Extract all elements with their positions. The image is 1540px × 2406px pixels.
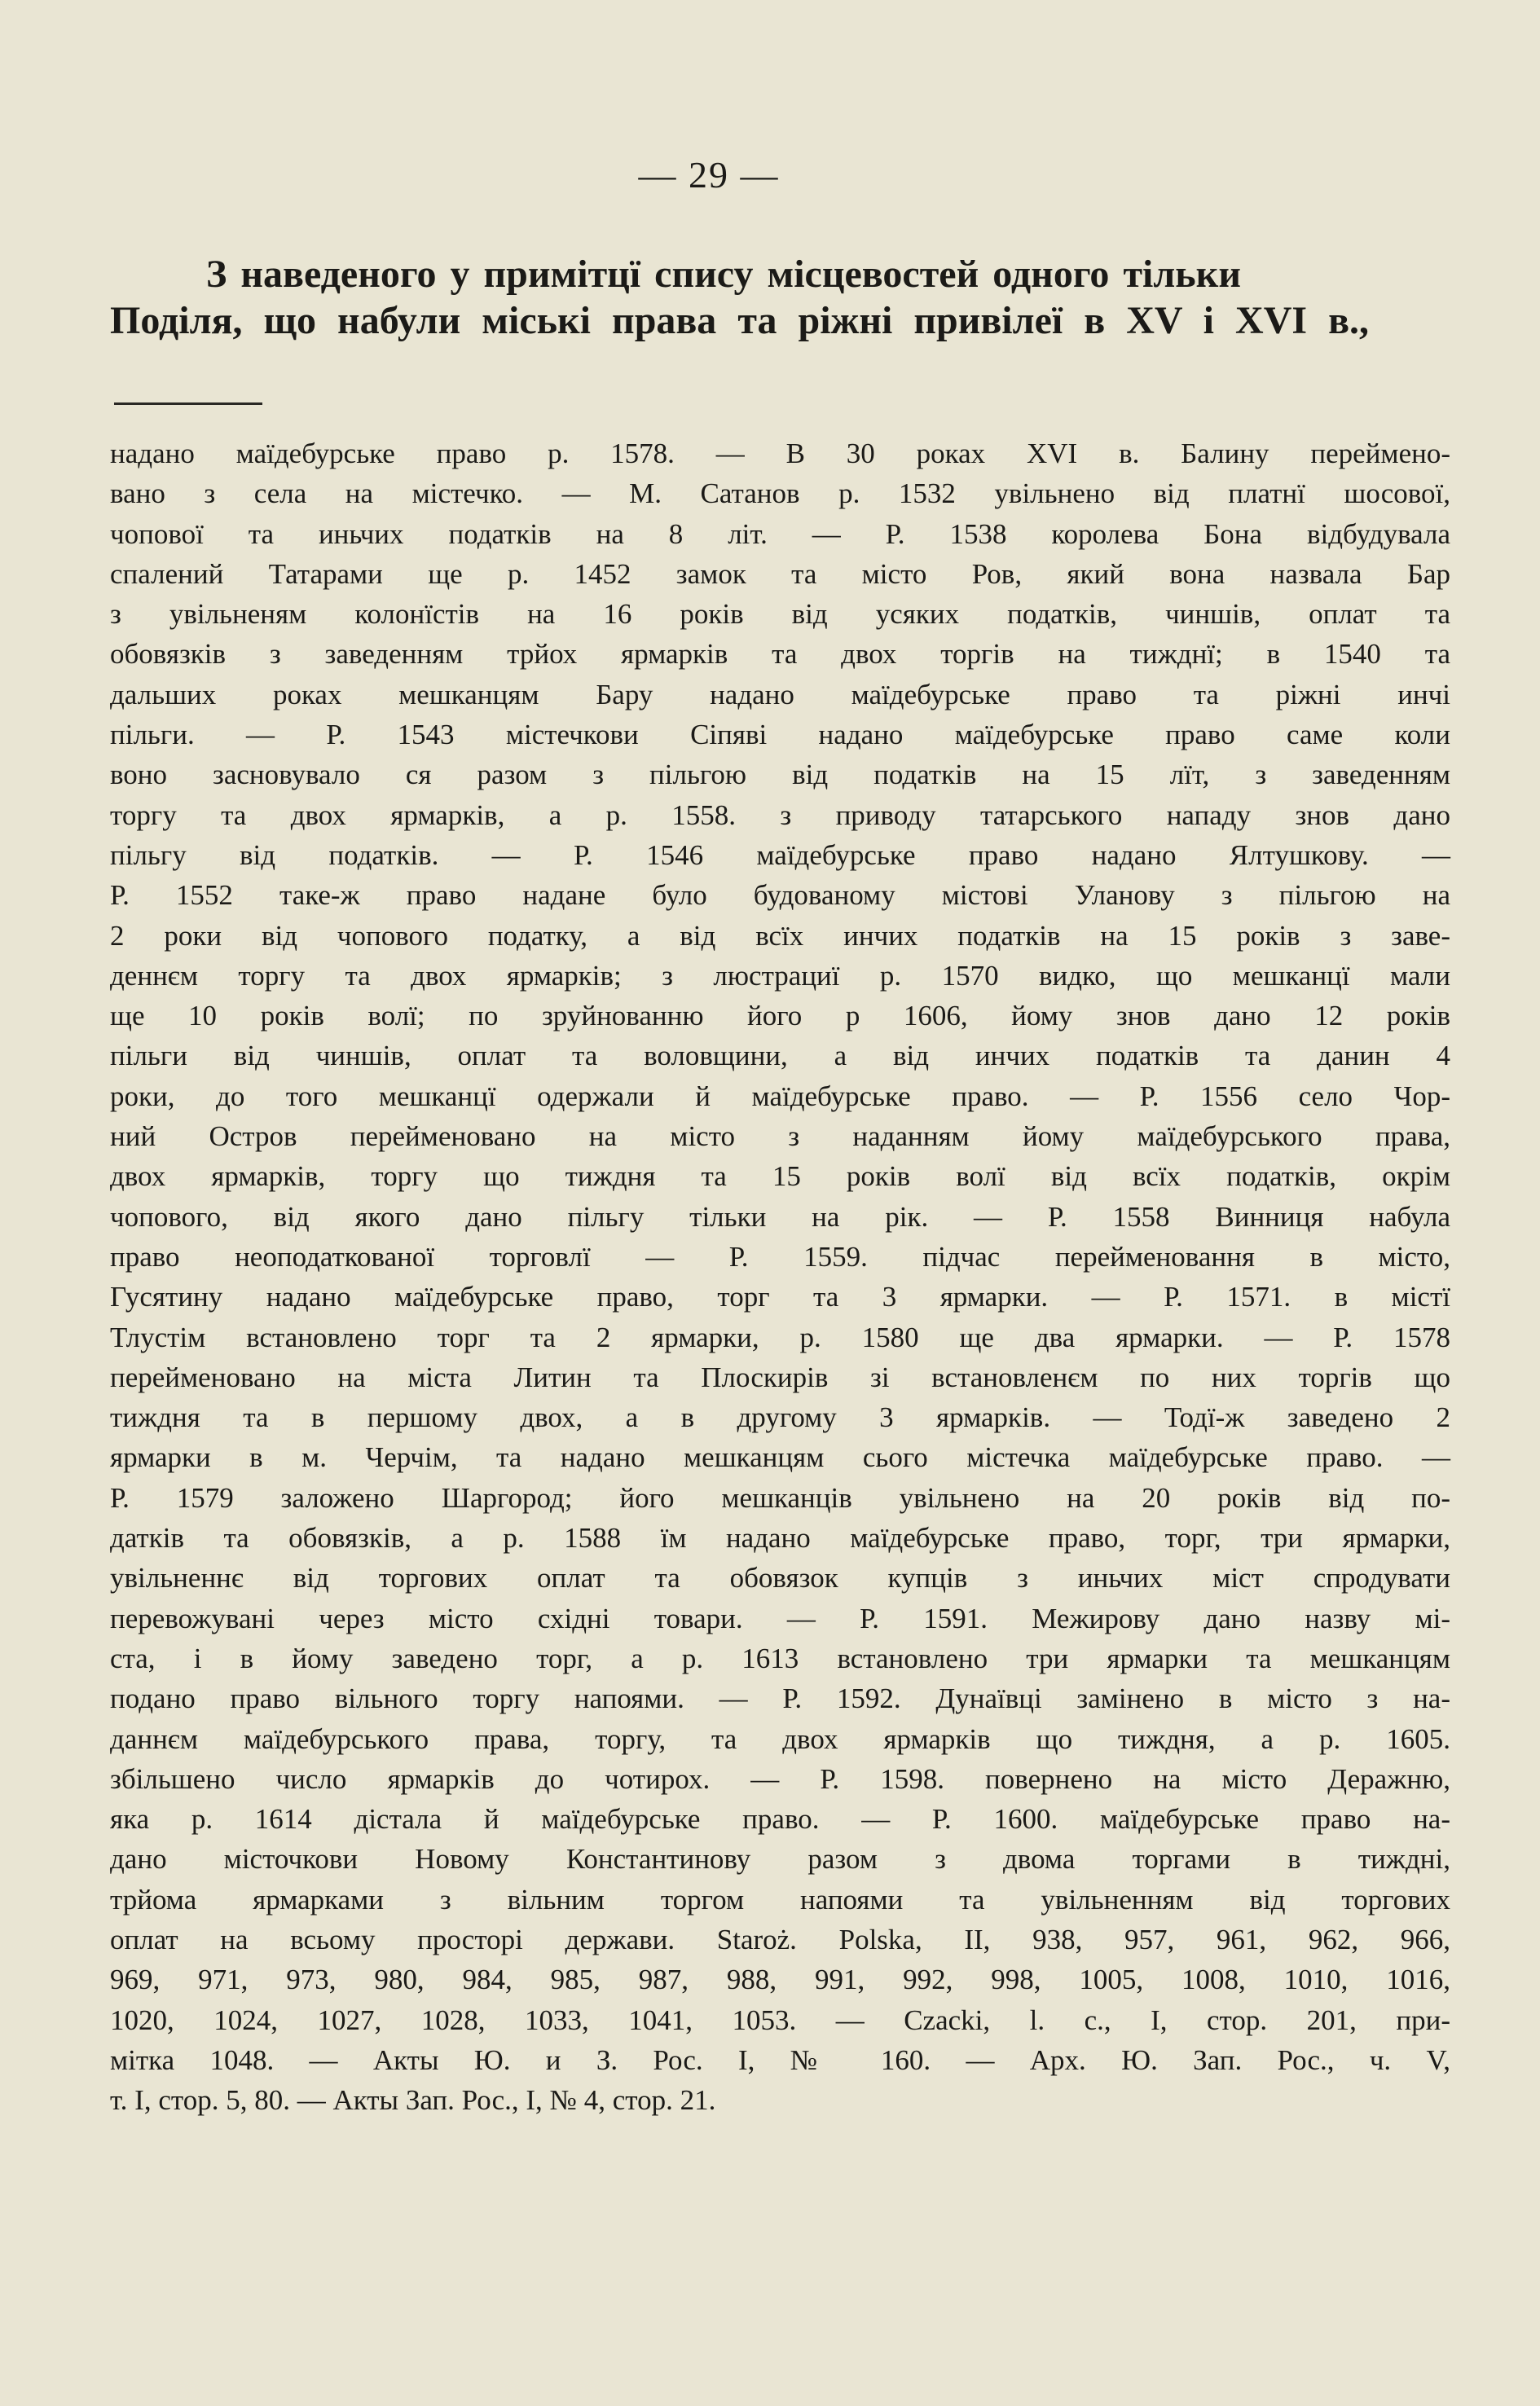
footnote-line: 1020, 1024, 1027, 1028, 1033, 1041, 1053. — Czacki, l. c., I, стор. 201, при- — [110, 2004, 1450, 2036]
footnote-line: обовязків з заведенням трйох ярмарків та двох торгів на тижднї; в 1540 та — [110, 638, 1450, 671]
footnote-line: вано з села на містечко. — М. Сатанов р. 1532 увільнено від платнї шосової, — [110, 477, 1450, 510]
footnote-line: деннєм торгу та двох ярмарків; з люстрациї р. 1570 видко, що мешканцї мали — [110, 959, 1450, 992]
footnote-line: трйома ярмарками з вільним торгом напоями та увільненням від торгових — [110, 1883, 1450, 1916]
footnote-line: пільгу від податків. — Р. 1546 маїдебурське право надано Ялтушкову. — — [110, 838, 1450, 871]
page-number: — 29 — — [638, 154, 780, 196]
footnote-line: двох ярмарків, торгу що тиждня та 15 років волї від всїх податків, окрім — [110, 1160, 1450, 1193]
footnote-line: торгу та двох ярмарків, а р. 1558. з приводу татарського нападу знов дано — [110, 798, 1450, 831]
footnote-line: Р. 1579 заложено Шаргород; його мешканців увільнено на 20 років від по- — [110, 1481, 1450, 1514]
footnote-line: Тлустім встановлено торг та 2 ярмарки, р. 1580 ще два ярмарки. — Р. 1578 — [110, 1321, 1450, 1353]
footnote-line: перевожувані через місто східні товари. — Р. 1591. Межирову дано назву мі- — [110, 1602, 1450, 1634]
footnote-line: ста, і в йому заведено торг, а р. 1613 встановлено три ярмарки та мешканцям — [110, 1642, 1450, 1674]
footnote-line: яка р. 1614 дістала й маїдебурське право. — Р. 1600. маїдебурське право на- — [110, 1803, 1450, 1836]
footnote-line: т. I, стор. 5, 80. — Акты Зап. Рос., I, № 4, стор. 21. — [110, 2084, 716, 2117]
footnote-line: перейменовано на міста Литин та Плоскирів зі встановленєм по них торгів що — [110, 1361, 1450, 1393]
footnote-line: мітка 1048. — Акты Ю. и З. Рос. I, № 160. — Арх. Ю. Зап. Рос., ч. V, — [110, 2043, 1450, 2076]
footnote-line: оплат на всьому просторі держави. Staroż. Polska, II, 938, 957, 961, 962, 966, — [110, 1923, 1450, 1955]
footnote-line: ярмарки в м. Черчім, та надано мешканцям сього містечка маїдебурське право. — — [110, 1441, 1450, 1474]
footnote-line: роки, до того мешканцї одержали й маїдебурське право. — Р. 1556 село Чор- — [110, 1080, 1450, 1112]
footnote-line: датків та обовязків, а р. 1588 їм надано маїдебурське право, торг, три ярмарки, — [110, 1522, 1450, 1555]
footnote-line: Р. 1552 таке-ж право надане було будованому містові Уланову з пільгою на — [110, 879, 1450, 912]
footnote-line: Гусятину надано маїдебурське право, торг та 3 ярмарки. — Р. 1571. в містї — [110, 1281, 1450, 1313]
heading-line: Поділя, що набули міські права та ріжні привілеї в XV і XVI в., — [110, 299, 1369, 342]
footnote-line: надано маїдебурське право р. 1578. — В 30 роках XVI в. Балину перейменo- — [110, 438, 1450, 469]
footnote-line: тиждня та в першому двох, а в другому 3 ярмарків. — Тодї-ж заведено 2 — [110, 1401, 1450, 1434]
footnote-line: збільшено число ярмарків до чотирох. — Р. 1598. повернено на місто Деражню, — [110, 1762, 1450, 1795]
footnote-line: увільненнє від торгових оплат та обовязок купців з иньчих міст спродувати — [110, 1562, 1450, 1594]
footnote-line: чопового, від якого дано пільгу тільки на рік. — Р. 1558 Винниця набула — [110, 1200, 1450, 1233]
footnote-line: право неоподаткованої торговлї — Р. 1559. підчас перейменовання в місто, — [110, 1240, 1450, 1273]
footnote-line: дано місточкови Новому Константинову разом з двома торгами в тиждні, — [110, 1843, 1450, 1876]
heading-paragraph — [110, 251, 1369, 344]
footnote-line: ще 10 років волї; по зруйнованню його р 1606, йому знов дано 12 років — [110, 1000, 1450, 1032]
footnote-line: 969, 971, 973, 980, 984, 985, 987, 988, 991, 992, 998, 1005, 1008, 1010, 1016, — [110, 1964, 1450, 1996]
footnote-line: чопової та иньчих податків на 8 літ. — Р. 1538 королева Бона відбудувала — [110, 517, 1450, 550]
footnote-line: воно засновувало ся разом з пільгою від податків на 15 лїт, з заведенням — [110, 759, 1450, 791]
footnote-line: даннєм маїдебурського права, торгу, та двох ярмарків що тиждня, а р. 1605. — [110, 1722, 1450, 1755]
footnote-line: пільги від чиншів, оплат та воловщини, а від инчих податків та данин 4 — [110, 1040, 1450, 1072]
footnote-line: з увільненям колонїстів на 16 років від усяких податків, чиншів, оплат та — [110, 598, 1450, 631]
footnote-line: дальших роках мешканцям Бару надано маїдебурське право та ріжні инчі — [110, 678, 1450, 710]
heading-line: З наведеного у примітцї спису місцевостей одного тільки — [206, 253, 1241, 296]
footnote-separator-rule — [114, 402, 262, 405]
footnote-text — [110, 433, 1450, 2120]
footnote-line: пільги. — Р. 1543 містечкови Сіпяві надано маїдебурське право саме коли — [110, 719, 1450, 751]
footnote-line: спалений Татарами ще р. 1452 замок та місто Ров, який вона назвала Бар — [110, 557, 1450, 590]
footnote-line: подано право вільного торгу напоями. — Р. 1592. Дунаївці замінено в місто з на- — [110, 1682, 1450, 1715]
footnote-line: 2 роки від чопового податку, а від всїх инчих податків на 15 років з заве- — [110, 919, 1450, 952]
footnote-line: ний Остров перейменовано на місто з наданням йому маїдебурського права, — [110, 1120, 1450, 1153]
